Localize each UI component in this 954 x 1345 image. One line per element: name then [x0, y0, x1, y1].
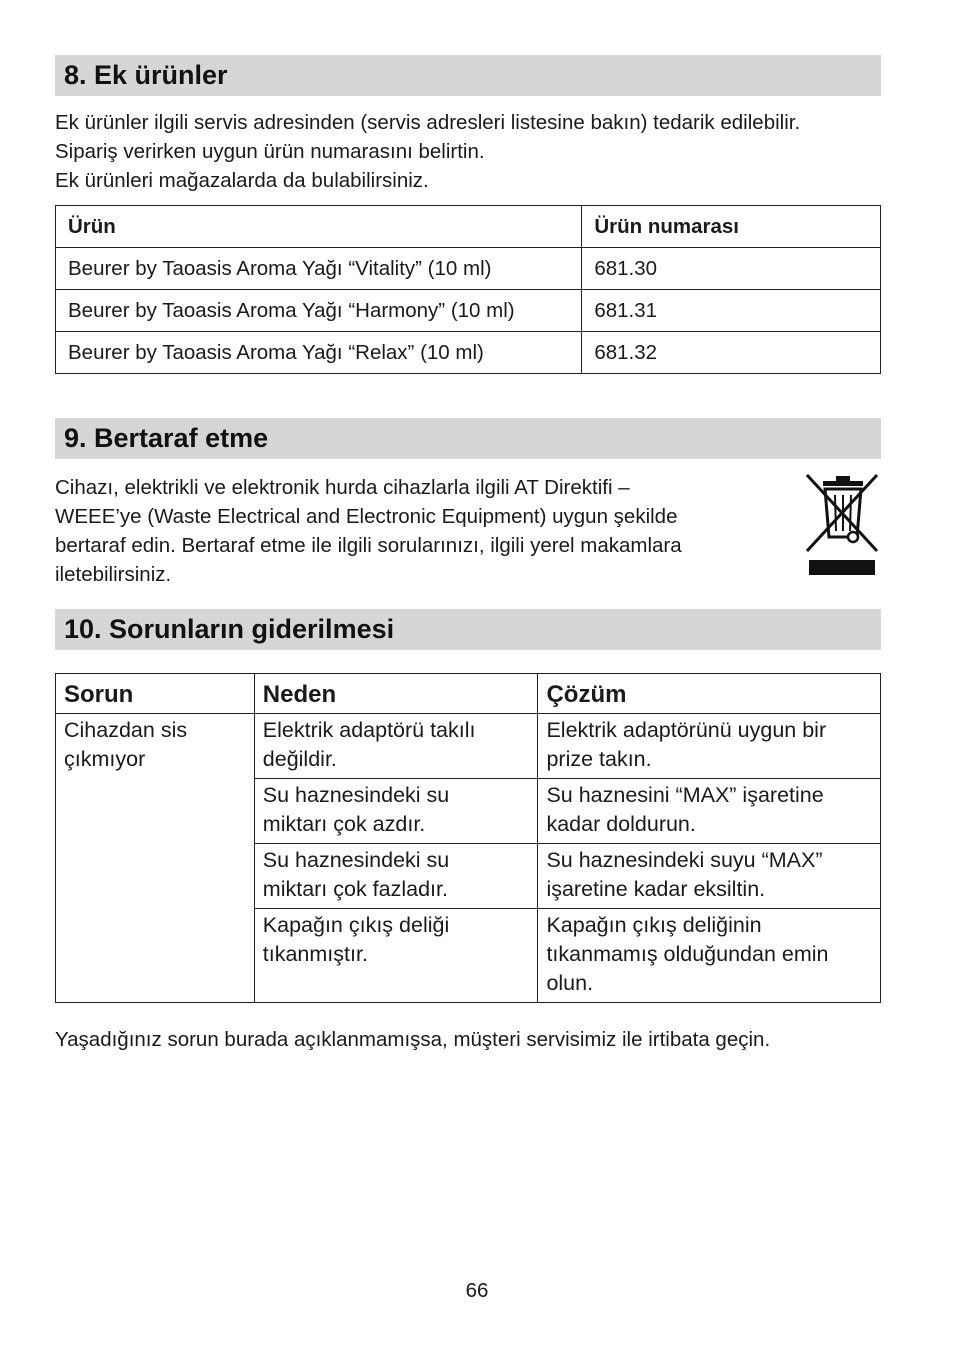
col-solution: Çözüm	[538, 674, 881, 714]
section-9-line: WEEE’ye (Waste Electrical and Electronic Equipment) uygun şekilde	[55, 505, 678, 528]
crossed-out-wheelie-bin-icon	[803, 471, 881, 575]
page-number: 66	[465, 1279, 489, 1302]
solution-cell: Su haznesini “MAX” işaretine kadar doldurun.	[538, 779, 881, 844]
troubleshooting-table	[55, 673, 881, 1003]
products-table	[55, 205, 881, 374]
product-number-cell: 681.31	[582, 290, 881, 332]
disposal-block	[55, 473, 881, 589]
table-row	[56, 332, 881, 374]
troubleshooting-header-row	[56, 674, 881, 714]
problem-cell: Cihazdan sis çıkmıyor	[56, 714, 255, 1003]
section-9-line: bertaraf edin. Bertaraf etme ile ilgili sorularınızı, ilgili yerel makamlara	[55, 534, 682, 557]
products-col-number: Ürün numarası	[582, 206, 881, 248]
product-number-cell: 681.30	[582, 248, 881, 290]
solution-cell: Kapağın çıkış deliğinin tıkanmamış olduğundan emin olun.	[538, 909, 881, 1003]
product-name-cell: Beurer by Taoasis Aroma Yağı “Harmony” (10 ml)	[56, 290, 582, 332]
section-8-heading: 8. Ek ürünler	[55, 55, 881, 96]
col-cause: Neden	[254, 674, 538, 714]
cause-cell: Elektrik adaptörü takılı değildir.	[254, 714, 538, 779]
section-9-text	[55, 473, 682, 589]
page-content	[55, 55, 881, 1054]
section-8-line: Ek ürünler ilgili servis adresinden (servis adresleri listesine bakın) tedarik edilebilir.	[55, 111, 801, 134]
table-row	[56, 714, 881, 779]
cause-cell: Kapağın çıkış deliği tıkanmıştır.	[254, 909, 538, 1003]
section-8-line: Ek ürünleri mağazalarda da bulabilirsiniz.	[55, 169, 429, 192]
section-8-text	[55, 108, 881, 195]
products-col-product: Ürün	[56, 206, 582, 248]
product-name-cell: Beurer by Taoasis Aroma Yağı “Relax” (10 ml)	[56, 332, 582, 374]
table-row	[56, 290, 881, 332]
support-note: Yaşadığınız sorun burada açıklanmamışsa, müşteri servisimiz ile irtibata geçin.	[55, 1028, 771, 1051]
section-8-line: Sipariş verirken uygun ürün numarasını belirtin.	[55, 140, 485, 163]
solution-cell: Su haznesindeki suyu “MAX” işaretine kadar eksiltin.	[538, 844, 881, 909]
cause-cell: Su haznesindeki su miktarı çok azdır.	[254, 779, 538, 844]
section-9-line: Cihazı, elektrikli ve elektronik hurda cihazlarla ilgili AT Direktifi –	[55, 476, 630, 499]
products-header-row	[56, 206, 881, 248]
table-row	[56, 248, 881, 290]
section-9-line: iletebilirsiniz.	[55, 563, 172, 586]
solution-cell: Elektrik adaptörünü uygun bir prize takın.	[538, 714, 881, 779]
cause-cell: Su haznesindeki su miktarı çok fazladır.	[254, 844, 538, 909]
section-10-heading: 10. Sorunların giderilmesi	[55, 609, 881, 650]
section-9-heading: 9. Bertaraf etme	[55, 418, 881, 459]
product-number-cell: 681.32	[582, 332, 881, 374]
product-name-cell: Beurer by Taoasis Aroma Yağı “Vitality” (10 ml)	[56, 248, 582, 290]
col-problem: Sorun	[56, 674, 255, 714]
